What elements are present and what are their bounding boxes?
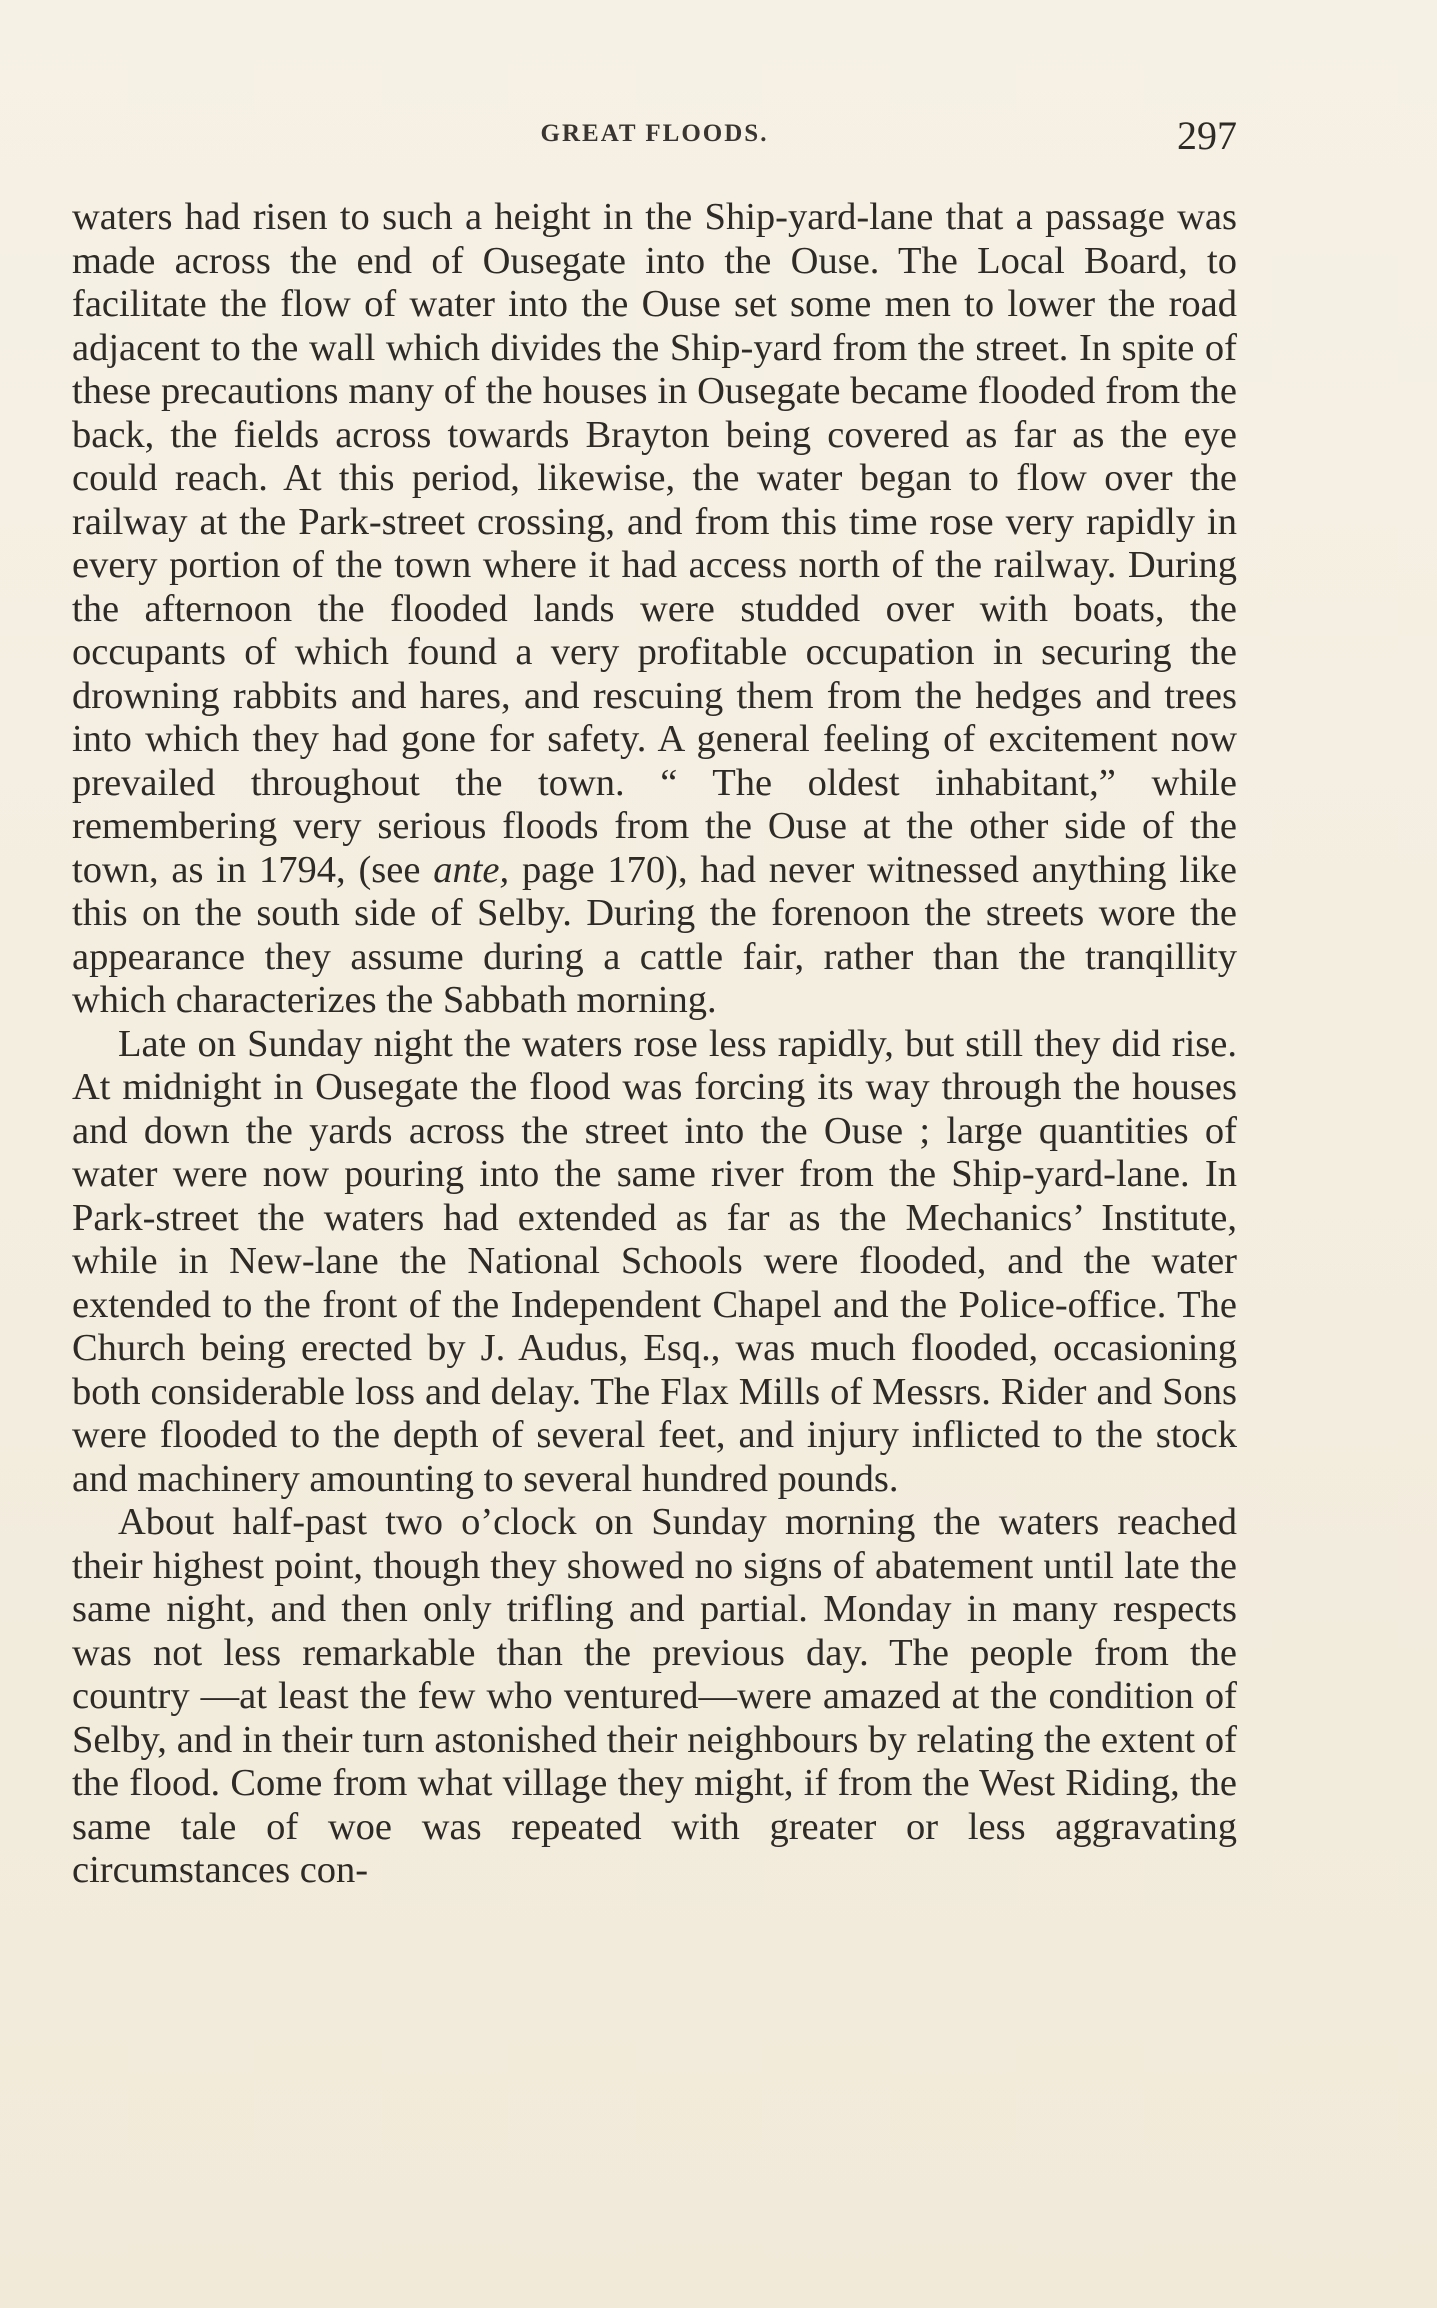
page-number: 297 xyxy=(1177,113,1237,158)
paragraph-1-text: waters had risen to such a height in the Ship-yard-lane that a passage was made across the end of Ousegate into the Ouse. The Local Board, to facilitate the flow of water into the Ouse set some men to lower the road adjacent to the wall which divides the Ship-yard from the street. In spite of these precautions many of the houses in Ousegate became flooded from the back, the fields across towards Brayton being covered as far as the eye could reach. At this period, likewise, the water began to flow over the railway at the Park-street crossing, and from this time rose very rapidly in every portion of the town where it had access north of the railway. During the afternoon the flooded lands were studded over with boats, the occupants of which found a very profitable occupation in securing the drowning rabbits and hares, and rescuing them from the hedges and trees into which they had gone for safety. A general feeling of excitement now prevailed throughout the town. “ The oldest inhabitant,” while remembering very serious floods from the Ouse at the other side of the town, as in 1794, (see xyxy=(72,196,1237,891)
paragraph-1 xyxy=(72,196,1237,1023)
running-title: GREAT FLOODS. xyxy=(540,120,769,147)
italic-ante: ante, xyxy=(433,848,510,891)
paragraph-3-text: About half-past two o’clock on Sunday morning the waters reached their highest point, though they showed no signs of abatement until late the same night, and then only trifling and partial. Monday in many respects was not less remarkable than the previous day. The people from the country —at least the few who ventured—were amazed at the condition of Selby, and in their turn astonished their neighbours by relating the extent of the flood. Come from what village they might, if from the West Riding, the same tale of woe was repeated with greater or less aggravating circumstances con- xyxy=(72,1501,1237,1891)
page-header xyxy=(72,112,1237,162)
paragraph-2 xyxy=(72,1023,1237,1502)
paragraph-2-text: Late on Sunday night the waters rose less rapidly, but still they did rise. At midnight in Ousegate the flood was forcing its way through the houses and down the yards across the street into the Ouse ; large quantities of water were now pouring into the same river from the Ship-yard-lane. In Park-street the waters had extended as far as the Mechanics’ Institute, while in New-lane the National Schools were flooded, and the water extended to the front of the Independent Chapel and the Police-office. The Church being erected by J. Audus, Esq., was much flooded, occasioning both considerable loss and delay. The Flax Mills of Messrs. Rider and Sons were flooded to the depth of several feet, and injury inflicted to the stock and machinery amounting to several hundred pounds. xyxy=(72,1022,1237,1500)
body-text xyxy=(72,196,1237,1893)
paragraph-1-text-continued: page 170), had never witnessed anything like this on the south side of Selby. During the forenoon the streets wore the appearance they assume during a cattle fair, rather than the tranqillity which characterizes the Sabbath morning. xyxy=(72,848,1237,1021)
paragraph-3 xyxy=(72,1501,1237,1893)
